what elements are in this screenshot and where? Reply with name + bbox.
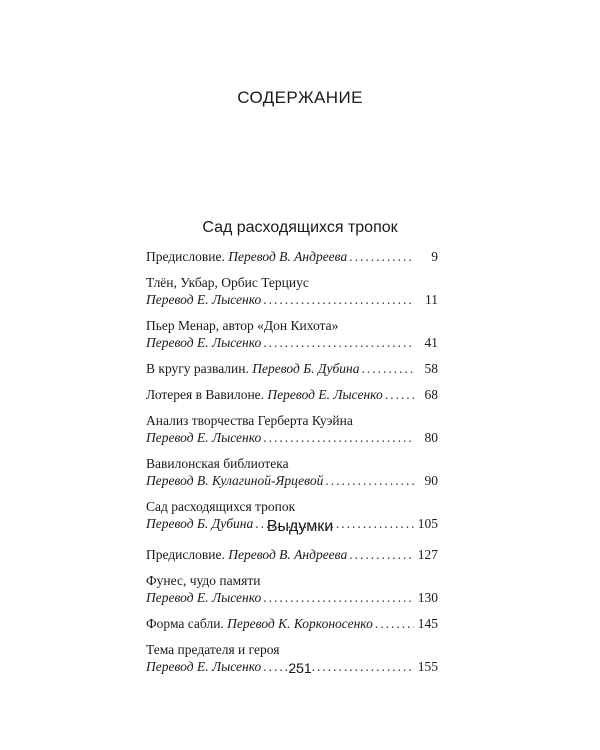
entry-title: Тема предателя и героя (146, 642, 280, 657)
toc-section-sad (146, 248, 438, 541)
dot-leader (361, 360, 414, 377)
entry-page: 127 (417, 547, 438, 562)
entry-page: 58 (424, 361, 438, 376)
entry-page: 68 (424, 387, 438, 402)
entry-title: В кругу развалин. (146, 361, 249, 376)
entry-page: 105 (417, 516, 438, 531)
entry-page: 90 (424, 473, 438, 488)
page-number: 251 (288, 660, 312, 676)
entry-title: Предисловие. (146, 547, 225, 562)
section-title-sad: Сад расходящихся тропок (202, 219, 398, 236)
page-title: СОДЕРЖАНИЕ (237, 88, 363, 107)
entry-translator: Перевод Е. Лысенко (146, 430, 262, 445)
entry-title: Тлён, Укбар, Орбис Терциус (146, 275, 309, 290)
dot-leader (263, 429, 414, 446)
entry-translator: Перевод В. Андреева (228, 249, 348, 264)
entry-translator: Перевод Б. Дубина (146, 516, 254, 531)
entry-title: Фунес, чудо памяти (146, 573, 261, 588)
entry-translator: Перевод Е. Лысенко (146, 659, 262, 674)
entry-title: Сад расходящихся тропок (146, 499, 296, 514)
entry-page: 145 (417, 616, 438, 631)
toc-entry (146, 317, 438, 351)
entry-title: Лотерея в Вавилоне. (146, 387, 265, 402)
dot-leader (349, 546, 414, 563)
toc-entry (146, 386, 438, 403)
entry-page: 130 (417, 590, 438, 605)
toc-entry (146, 412, 438, 446)
entry-translator: Перевод Е. Лысенко (267, 387, 383, 402)
dot-leader (385, 386, 414, 403)
dot-leader (263, 291, 414, 308)
entry-page: 9 (431, 249, 438, 264)
dot-leader (375, 615, 414, 632)
entry-title: Анализ творчества Герберта Куэйна (146, 413, 353, 428)
toc-entry (146, 455, 438, 489)
entry-translator: Перевод Е. Лысенко (146, 292, 262, 307)
toc-entry (146, 274, 438, 308)
section-title-vydumki: Выдумки (266, 518, 334, 535)
toc-entry (146, 360, 438, 377)
entry-title: Форма сабли. (146, 616, 224, 631)
dot-leader (263, 334, 414, 351)
entry-translator: Перевод Б. Дубина (252, 361, 360, 376)
entry-page: 41 (424, 335, 438, 350)
entry-page: 155 (417, 659, 438, 674)
entry-page: 11 (425, 292, 438, 307)
entry-title: Вавилонская библиотека (146, 456, 289, 471)
entry-page: 80 (424, 430, 438, 445)
entry-translator: Перевод Е. Лысенко (146, 335, 262, 350)
entry-title: Пьер Менар, автор «Дон Кихота» (146, 318, 339, 333)
dot-leader (263, 589, 414, 606)
toc-entry (146, 572, 438, 606)
entry-translator: Перевод К. Корконосенко (227, 616, 373, 631)
entry-title: Предисловие. (146, 249, 225, 264)
toc-entry (146, 248, 438, 265)
toc-entry (146, 546, 438, 563)
dot-leader (349, 248, 414, 265)
entry-translator: Перевод Е. Лысенко (146, 590, 262, 605)
entry-translator: Перевод В. Андреева (228, 547, 348, 562)
entry-translator: Перевод В. Кулагиной-Ярцевой (146, 473, 324, 488)
toc-entry (146, 615, 438, 632)
dot-leader (325, 472, 414, 489)
